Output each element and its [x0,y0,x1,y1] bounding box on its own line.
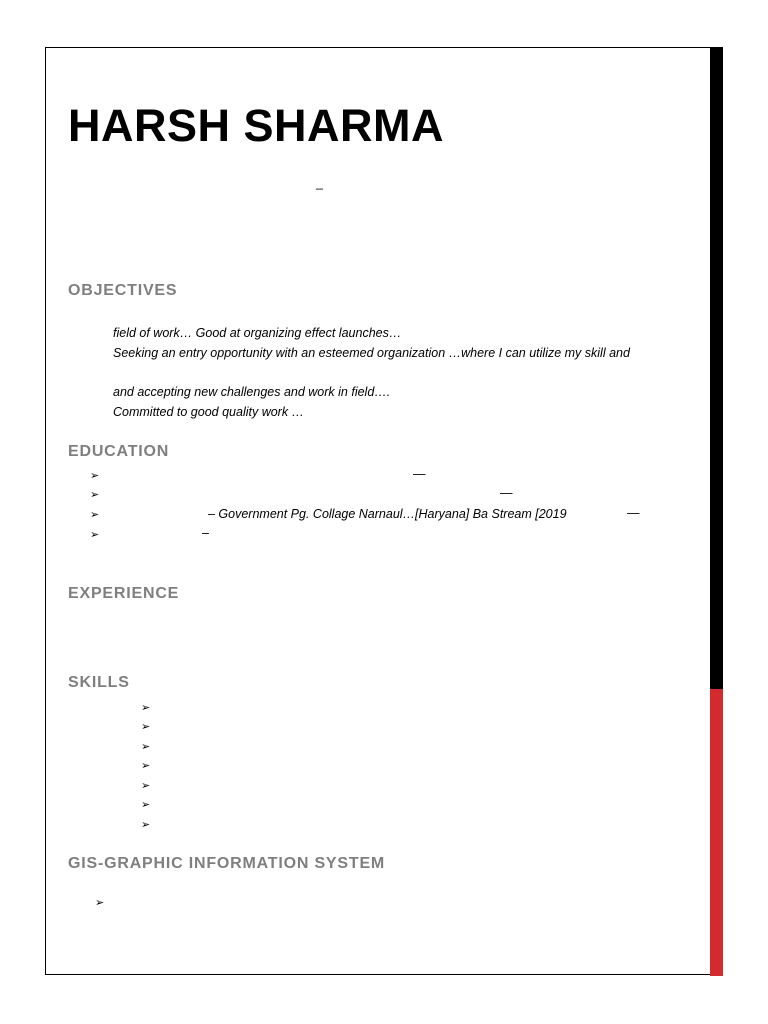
arrowhead-bullet-icon: ➢ [141,741,151,753]
side-accent-bar-red [710,689,723,976]
education-item-text: – Government Pg. Collage Narnaul…[Haryana] Ba Stream [2019 [208,507,567,521]
education-dash: — [413,467,426,481]
contact-dash: _ [316,176,323,190]
education-dash: – [202,526,209,540]
arrowhead-bullet-icon: ➢ [141,780,151,792]
education-dash: — [500,486,513,500]
gis-heading: GIS-GRAPHIC INFORMATION SYSTEM [68,855,386,872]
objective-line: and accepting new challenges and work in field…. [113,385,391,399]
arrowhead-bullet-icon: ➢ [141,760,151,772]
arrowhead-bullet-icon: ➢ [141,819,151,831]
objective-line: Seeking an entry opportunity with an esteemed organization …where I can utilize my skill and [113,346,630,360]
objective-line: Committed to good quality work … [113,405,305,419]
experience-heading: EXPERIENCE [68,585,180,602]
arrowhead-bullet-icon: ➢ [90,509,100,521]
arrowhead-bullet-icon: ➢ [90,489,100,501]
arrowhead-bullet-icon: ➢ [141,721,151,733]
education-dash: — [627,506,640,520]
arrowhead-bullet-icon: ➢ [90,470,100,482]
education-heading: EDUCATION [68,443,170,460]
side-accent-bar-black [710,47,723,689]
arrowhead-bullet-icon: ➢ [141,702,151,714]
arrowhead-bullet-icon: ➢ [90,529,100,541]
objective-line: field of work… Good at organizing effect launches… [113,326,402,340]
objectives-heading: OBJECTIVES [68,282,178,299]
arrowhead-bullet-icon: ➢ [141,799,151,811]
candidate-name: HARSH SHARMA [68,100,444,151]
skills-heading: SKILLS [68,674,130,691]
arrowhead-bullet-icon: ➢ [95,897,105,909]
